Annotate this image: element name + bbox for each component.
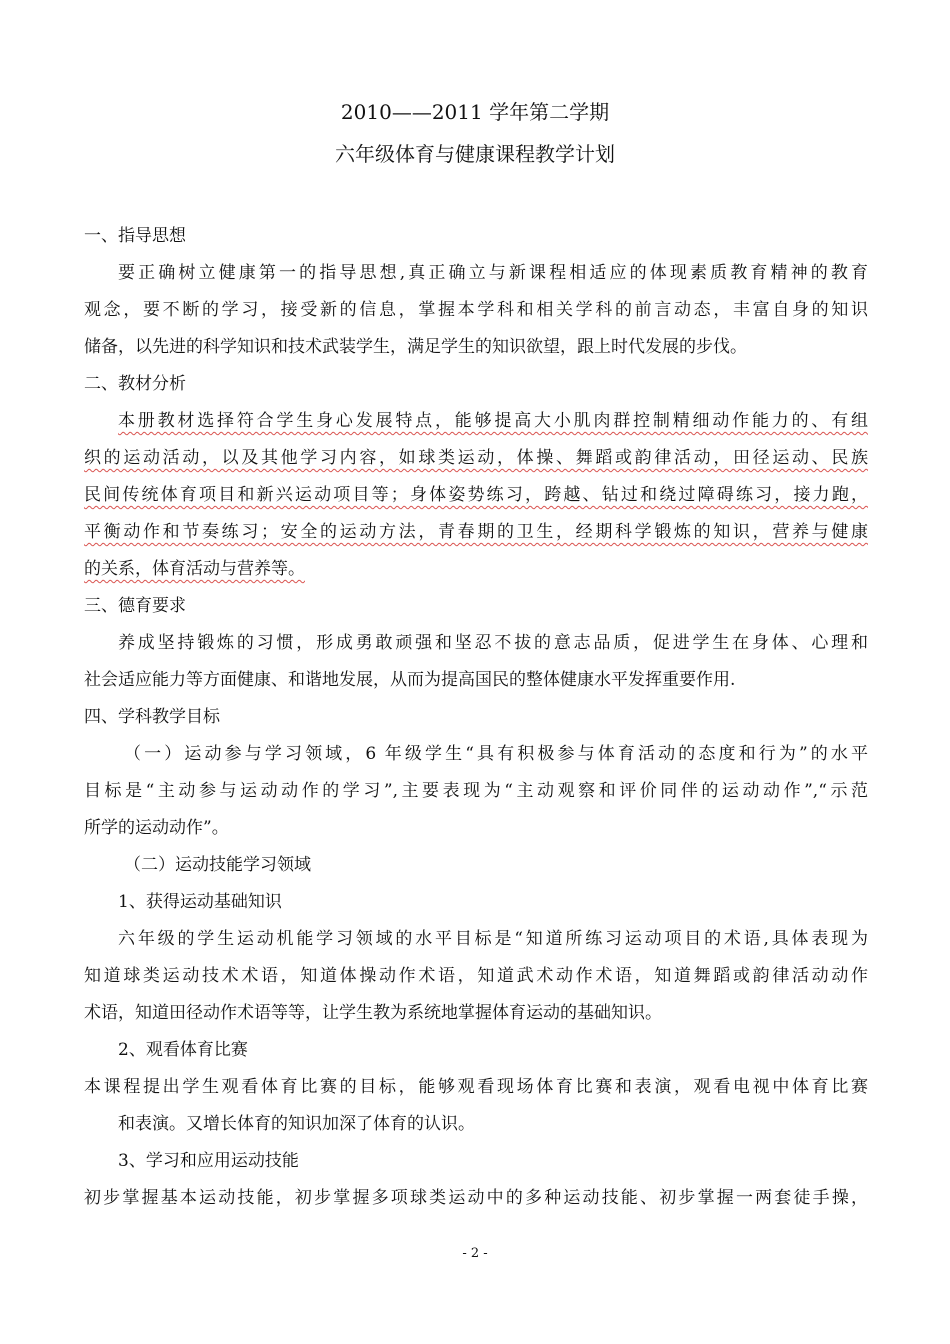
body-line — [84, 625, 868, 662]
line-text: 三、德育要求 — [84, 596, 186, 616]
spellcheck-underlined-text: 平衡动作和节奏练习；安全的运动方法，青春期的卫生，经期科学锻炼的知识，营养与健康 — [84, 522, 868, 542]
line-text: 知道球类运动技术术语，知道体操动作术语，知道武术动作术语，知道舞蹈或韵律活动动作 — [84, 966, 868, 986]
body-line — [84, 292, 868, 329]
body-line — [84, 1032, 868, 1069]
body-line — [84, 995, 868, 1032]
body-line — [84, 514, 868, 551]
line-text: 储备，以先进的科学知识和技术武装学生，满足学生的知识欲望，跟上时代发展的步伐。 — [84, 337, 747, 357]
body-line — [84, 403, 868, 440]
body-line — [84, 218, 868, 255]
line-text: 本课程提出学生观看体育比赛的目标，能够观看现场体育比赛和表演，观看电视中体育比赛 — [84, 1077, 868, 1097]
spellcheck-underlined-text: 本册教材选择符合学生身心发展特点，能够提高大小肌肉群控制精细动作能力的、有组 — [118, 411, 868, 431]
body-line — [84, 329, 868, 366]
body-line — [84, 588, 868, 625]
body-line — [84, 773, 868, 810]
line-text: 术语，知道田径动作术语等等，让学生教为系统地掌握体育运动的基础知识。 — [84, 1003, 662, 1023]
body-line — [84, 477, 868, 514]
page-number: - 2 - — [462, 1246, 488, 1261]
body-line — [84, 884, 868, 921]
spellcheck-underlined-text: 织的运动活动，以及其他学习内容，如球类运动，体操、舞蹈或韵律活动，田径运动、民族 — [84, 448, 868, 468]
body-line — [84, 1069, 868, 1106]
body-line — [84, 551, 868, 588]
line-text: （一）运动参与学习领域，6 年级学生“具有积极参与体育活动的态度和行为”的水平 — [124, 744, 868, 764]
line-text: 一、指导思想 — [84, 226, 186, 246]
spellcheck-underlined-text: 的关系，体育活动与营养等。 — [84, 559, 305, 579]
body-line — [84, 1180, 868, 1217]
body-line — [84, 847, 868, 884]
body-line — [84, 921, 868, 958]
line-text: 所学的运动动作”。 — [84, 818, 229, 838]
body-line — [84, 958, 868, 995]
body-line — [84, 1143, 868, 1180]
line-text: 1、获得运动基础知识 — [118, 892, 282, 912]
body-line — [84, 255, 868, 292]
line-text: 初步掌握基本运动技能，初步掌握多项球类运动中的多种运动技能、初步掌握一两套徒手操， — [84, 1188, 868, 1208]
line-text: （二）运动技能学习领域 — [124, 855, 311, 875]
line-text: 社会适应能力等方面健康、和谐地发展，从而为提高国民的整体健康水平发挥重要作用. — [84, 670, 736, 690]
line-text: 3、学习和应用运动技能 — [118, 1151, 299, 1171]
document-title-line2: 六年级体育与健康课程教学计划 — [335, 142, 615, 166]
line-text: 要正确树立健康第一的指导思想,真正确立与新课程相适应的体现素质教育精神的教育 — [118, 263, 868, 283]
body-line — [84, 810, 868, 847]
spellcheck-underlined-text: 民间传统体育项目和新兴运动项目等；身体姿势练习，跨越、钻过和绕过障碍练习，接力跑， — [84, 485, 868, 505]
document-title-line1: 2010——2011 学年第二学期 — [340, 100, 610, 124]
body-line — [84, 662, 868, 699]
document-body — [84, 218, 868, 1217]
line-text: 和表演。又增长体育的知识加深了体育的认识。 — [118, 1114, 475, 1134]
line-text: 目标是“主动参与运动动作的学习”,主要表现为“主动观察和评价同伴的运动动作”,“示范 — [84, 781, 868, 801]
line-text: 养成坚持锻炼的习惯，形成勇敢顽强和坚忍不拔的意志品质，促进学生在身体、心理和 — [118, 633, 868, 653]
line-text: 二、教材分析 — [84, 374, 186, 394]
body-line — [84, 440, 868, 477]
body-line — [84, 366, 868, 403]
body-line — [84, 736, 868, 773]
line-text: 四、学科教学目标 — [84, 707, 220, 727]
line-text: 观念，要不断的学习，接受新的信息，掌握本学科和相关学科的前言动态，丰富自身的知识 — [84, 300, 868, 320]
body-line — [84, 1106, 868, 1143]
line-text: 六年级的学生运动机能学习领域的水平目标是“知道所练习运动项目的术语,具体表现为 — [118, 929, 868, 949]
body-line — [84, 699, 868, 736]
line-text: 2、观看体育比赛 — [118, 1040, 248, 1060]
